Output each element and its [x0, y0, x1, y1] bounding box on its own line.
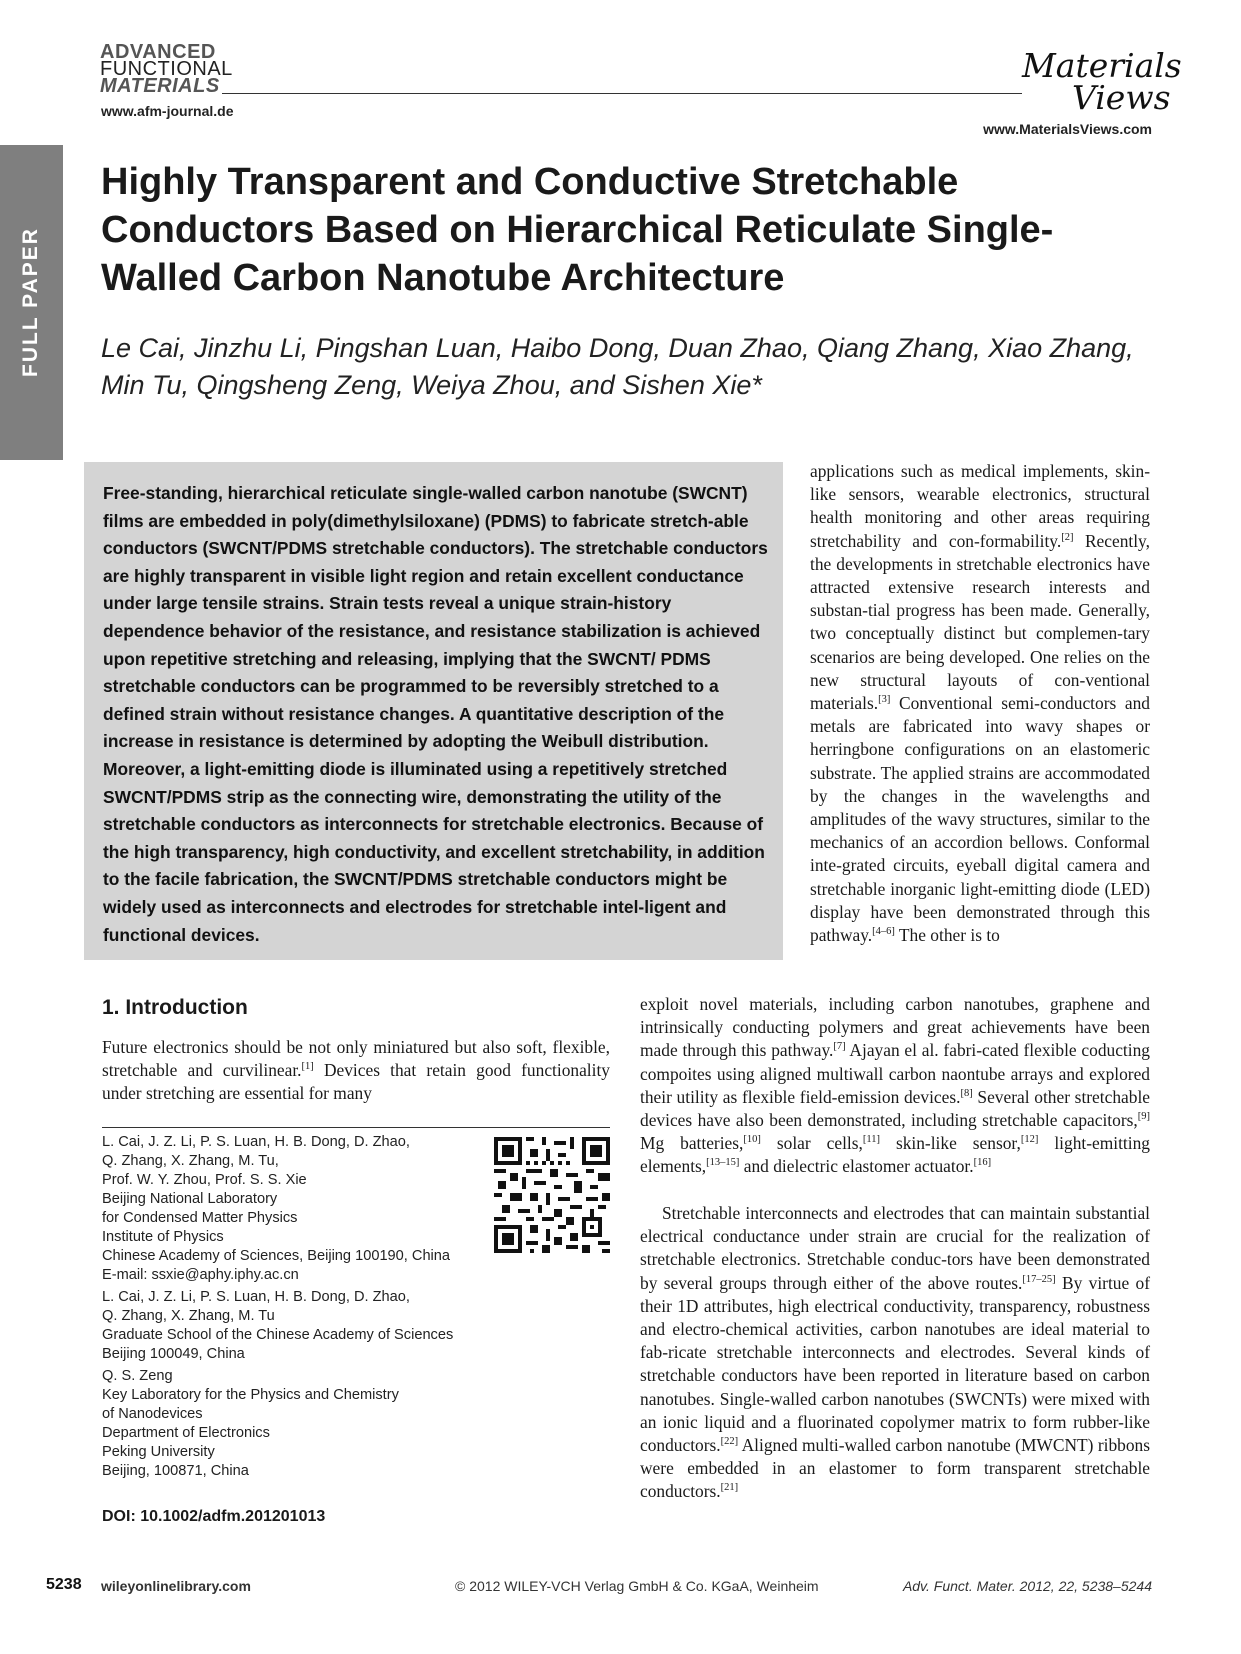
citation-ref[interactable]: [12]: [1020, 1134, 1039, 1146]
page-number: 5238: [46, 1576, 82, 1593]
doi[interactable]: DOI: 10.1002/adfm.201201013: [102, 1508, 326, 1525]
citation-ref[interactable]: [17–25]: [1022, 1273, 1056, 1285]
affiliation-block: L. Cai, J. Z. Li, P. S. Luan, H. B. Dong, D. Zhao, Q. Zhang, X. Zhang, M. Tu Graduate School of the Chinese Academy of Sciences Beijing 100049, China: [102, 1289, 454, 1362]
publisher-logo-line-2: Views: [1072, 78, 1171, 117]
citation-ref[interactable]: [9]: [1137, 1111, 1150, 1123]
citation-ref[interactable]: [1]: [301, 1061, 314, 1073]
affiliation-block: L. Cai, J. Z. Li, P. S. Luan, H. B. Dong, D. Zhao, Q. Zhang, X. Zhang, M. Tu, Prof. W. Y. Zhou, Prof. S. S. Xie Beijing National Laboratory for Condensed Matter Physics Institute of Physics Chinese Academy of Sciences, Beijing 100190, China E-mail: ssxie@aphy.iphy.ac.cn: [102, 1133, 492, 1285]
journal-url[interactable]: www.afm-journal.de: [101, 103, 234, 119]
journal-logo-line-3: MATERIALS: [100, 75, 220, 97]
body-paragraph-right-top: applications such as medical implements, skin-like sensors, wearable electronics, structural health monitoring and other areas requiring stretchability and con-formability.[2] Recently, the developments in stretchable electronics have attracted extensive research interests and substan-tial progress has been made. Generally, two conceptually distinct but complemen-tary scenarios are being developed. One relies on the new structural layouts of con-ventional materials.[3] Conventional semi-conductors and metals are fabricated into wavy shapes or herringbone configurations on an elastomeric substrate. The applied strains are accommodated by the changes in the wavelengths and amplitudes of the wavy structures, similar to the mechanics of an accordion bellows. Conformal inte-grated circuits, eyeball digital camera and stretchable inorganic light-emitting diode (LED) display have been demonstrated through this pathway.[4–6] The other is to: [810, 461, 1150, 946]
journal-logo-line-2: FUNCTIONAL: [100, 58, 233, 80]
citation-ref[interactable]: [10]: [743, 1134, 761, 1146]
publisher-logo-line-1: Materials: [1022, 46, 1182, 85]
footer-copyright: © 2012 WILEY-VCH Verlag GmbH & Co. KGaA, Weinheim: [455, 1578, 819, 1594]
abstract-text: Free-standing, hierarchical reticulate single-walled carbon nanotube (SWCNT) films are embedded in poly(dimethylsiloxane) (PDMS) to fabricate stretch-able conductors (SWCNT/PDMS stretchable conductors). The stretchable conductors are highly transparent in visible light region and retain excellent conductance under large tensile strains. Strain tests reveal a unique strain-history dependence behavior of the resistance, and resistance stabilization is achieved upon repetitive stretching and releasing, implying that the SWCNT/ PDMS stretchable conductors can be programmed to be reversibly stretched to a defined strain without resistance changes. A quantitative description of the increase in resistance is determined by adopting the Weibull distribution. Moreover, a light-emitting diode is illuminated using a repetitively stretched SWCNT/PDMS strip as the connecting wire, demonstrating the utility of the stretchable conductors as interconnects for stretchable electronics. Because of the high transparency, high conductivity, and excellent stretchability, in addition to the facile fabrication, the SWCNT/PDMS stretchable conductors might be widely used as interconnects and electrodes for stretchable intel-ligent and functional devices.: [103, 483, 768, 945]
affiliation-block: Q. S. Zeng Key Laboratory for the Physics and Chemistry of Nanodevices Department of Electronics Peking University Beijing, 100871, China: [102, 1368, 399, 1479]
body-paragraph-right-continued: exploit novel materials, including carbon nanotubes, graphene and intrinsically conducting polymers and great achievements have been made through this pathway.[7] Ajayan el al. fabri-cated flexible coducting compoites using aligned multiwall carbon naontube arrays and explored their utility as flexible field-emission devices.[8] Several other stretchable devices have also been demonstrated, including stretchable capacitors,[9] Mg batteries,[10] solar cells,[11] skin-like sensor,[12] light-emitting elements,[13–15] and dielectric elastomer actuator.[16]: [640, 994, 1150, 1177]
affiliation-divider: [102, 1127, 610, 1128]
citation-ref[interactable]: [16]: [973, 1157, 992, 1169]
journal-logo: [100, 41, 233, 97]
citation-ref[interactable]: [3]: [878, 694, 891, 706]
citation-ref[interactable]: [22]: [720, 1436, 739, 1448]
citation-ref[interactable]: [2]: [1061, 531, 1074, 543]
citation-ref[interactable]: [7]: [833, 1041, 846, 1053]
body-paragraph-introduction: Future electronics should be not only miniatured but also soft, flexible, stretchable and curvilinear.[1] Devices that retain good functionality under stretching are essential for many: [102, 1037, 610, 1104]
journal-logo-line-1: ADVANCED: [100, 41, 216, 63]
citation-ref[interactable]: [21]: [720, 1482, 739, 1494]
citation-ref[interactable]: [8]: [960, 1088, 973, 1100]
body-paragraph-stretchable-interconnects: Stretchable interconnects and electrodes that can maintain substantial electrical conductance under strain are crucial for the realization of stretchable electronics. Stretchable conduc-tors have been demonstrated by several groups through either of the above routes.[17–25] By virtue of their 1D attributes, high electrical conductivity, transparency, robustness and electro-chemical activities, carbon nanotubes are ideal material to fab-ricate stretchable interconnects and electrodes. Several kinds of stretchable conductors have been reported in literature based on carbon nanotubes. Single-walled carbon nanotubes (SWCNTs) were mixed with an ionic liquid and a fluorinated copolymer matrix to form rubber-like conductors.[22] Aligned multi-walled carbon nanotube (MWCNT) ribbons were embedded in an elastomer to form transparent stretchable conductors.[21]: [640, 1203, 1151, 1502]
header-divider: [222, 93, 1022, 94]
footer-site-url[interactable]: wileyonlinelibrary.com: [101, 1578, 251, 1594]
footer-citation: Adv. Funct. Mater. 2012, 22, 5238–5244: [902, 1578, 1152, 1594]
section-heading-introduction: 1. Introduction: [102, 996, 248, 1019]
paper-title: Highly Transparent and Conductive Stretchable Conductors Based on Hierarchical Reticulate Single-Walled Carbon Nanotube Architecture: [101, 161, 1054, 299]
contact-email[interactable]: E-mail: ssxie@aphy.iphy.ac.cn: [102, 1267, 299, 1283]
author-list: Le Cai, Jinzhu Li, Pingshan Luan, Haibo Dong, Duan Zhao, Qiang Zhang, Xiao Zhang, Min Tu, Qingsheng Zeng, Weiya Zhou, and Sishen Xie*: [101, 333, 1134, 400]
publisher-logo: [1022, 46, 1182, 117]
qr-code-icon[interactable]: [494, 1137, 610, 1253]
citation-ref[interactable]: [11]: [862, 1134, 880, 1146]
citation-ref[interactable]: [4–6]: [872, 926, 895, 938]
section-tab: [0, 145, 63, 460]
section-tab-label: FULL PAPER: [19, 227, 42, 377]
publisher-url[interactable]: www.MaterialsViews.com: [983, 121, 1152, 137]
affiliations: [102, 1133, 492, 1484]
citation-ref[interactable]: [13–15]: [706, 1157, 740, 1169]
